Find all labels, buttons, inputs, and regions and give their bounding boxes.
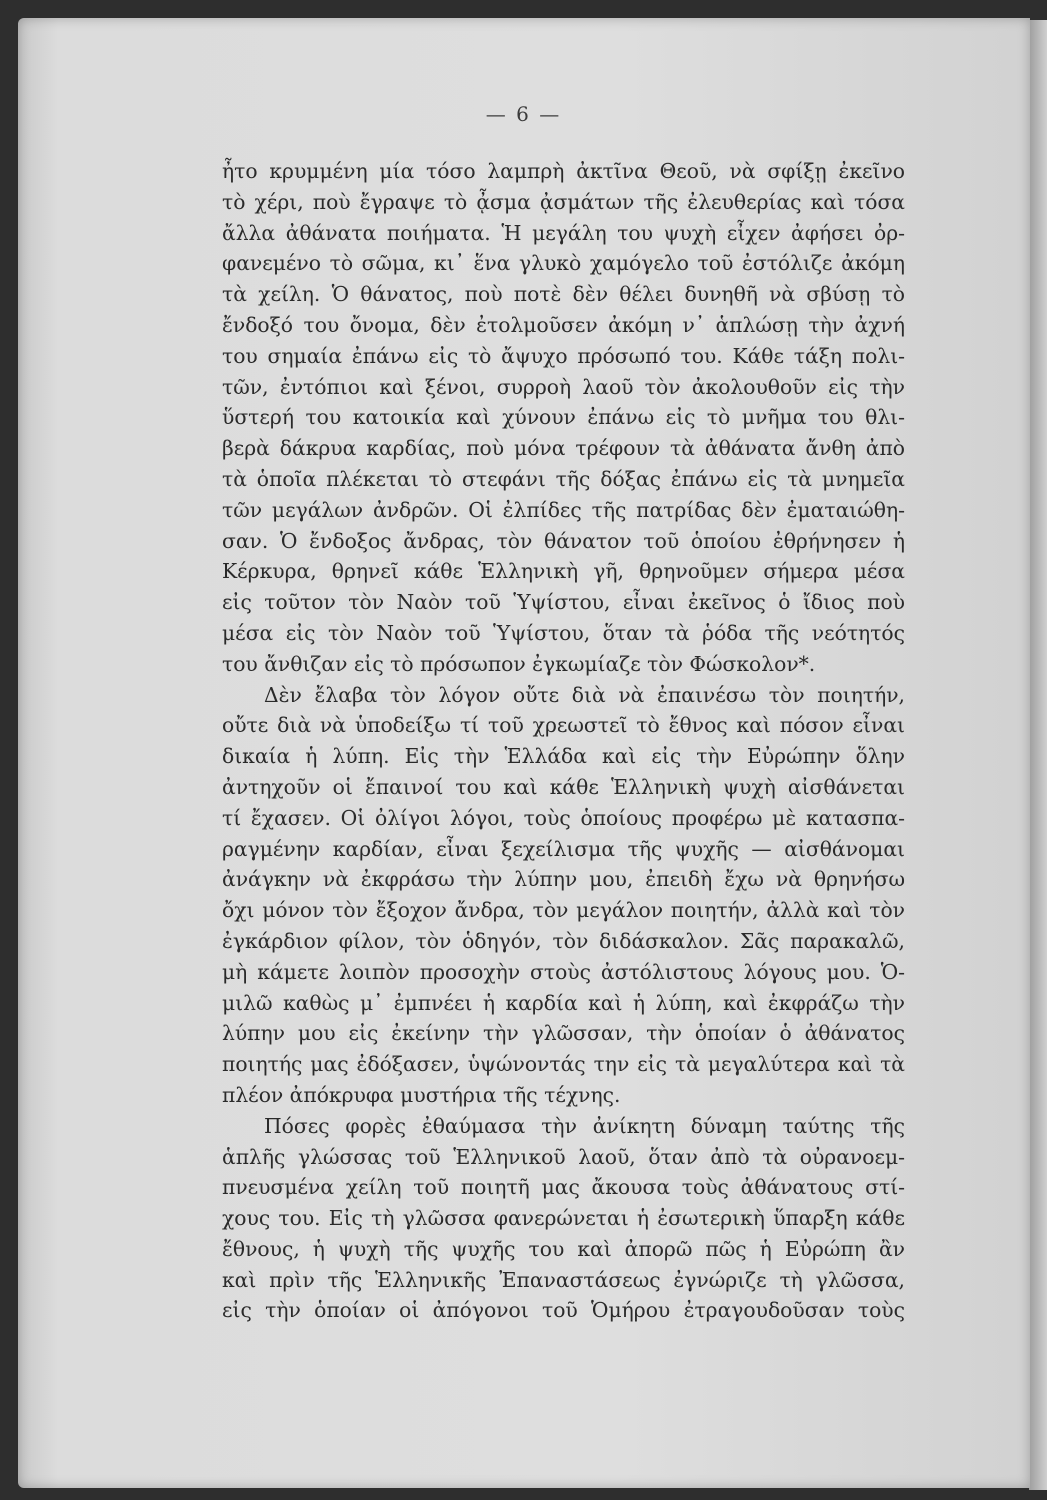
text-line: μὴ κάμετε λοιπὸν προσοχὴν στοὺς ἀστόλιστους λόγους μου. Ὁ- (222, 959, 905, 984)
text-line: ἐγκάρδιον φίλον, τὸν ὁδηγόν, τὸν διδάσκαλον. Σᾶς παρακαλῶ, (222, 928, 905, 953)
text-line: δικαία ἡ λύπη. Εἰς τὴν Ἑλλάδα καὶ εἰς τὴν Εὐρώπην ὅλην (222, 744, 905, 769)
text-line: ἔθνους, ἡ ψυχὴ τῆς ψυχῆς του καὶ ἀπορῶ πῶς ἡ Εὐρώπη ἂν (222, 1236, 905, 1261)
text-line: βερὰ δάκρυα καρδίας, ποὺ μόνα τρέφουν τὰ ἀθάνατα ἄνθη ἀπὸ (222, 436, 905, 461)
text-line: Δὲν ἔλαβα τὸν λόγον οὔτε διὰ νὰ ἐπαινέσω τὸν ποιητήν, (264, 682, 905, 707)
text-line: ἦτο κρυμμένη μία τόσο λαμπρὴ ἀκτῖνα Θεοῦ, νὰ σφίξῃ ἐκεῖνο (222, 159, 905, 183)
text-line: μέσα εἰς τὸν Ναὸν τοῦ Ὑψίστου, ὅταν τὰ ῥόδα τῆς νεότητός (222, 620, 905, 645)
text-line: καὶ πρὶν τῆς Ἑλληνικῆς Ἐπαναστάσεως ἐγνώριζε τὴ γλῶσσα, (222, 1267, 905, 1292)
text-line: ὄχι μόνον τὸν ἔξοχον ἄνδρα, τὸν μεγάλον ποιητήν, ἀλλὰ καὶ τὸν (222, 898, 905, 923)
text-line: ὕστερή του κατοικία καὶ χύνουν ἐπάνω εἰς τὸ μνῆμα του θλι- (222, 405, 905, 430)
text-line: χους του. Εἰς τὴ γλῶσσα φανερώνεται ἡ ἐσωτερικὴ ὕπαρξη κάθε (222, 1206, 905, 1231)
text-line: ἀντηχοῦν οἱ ἔπαινοί του καὶ κάθε Ἑλληνικὴ ψυχὴ αἰσθάνεται (222, 774, 905, 799)
text-line: ραγμένην καρδίαν, εἶναι ξεχείλισμα τῆς ψυχῆς — αἰσθάνομαι (222, 836, 905, 861)
text-line: του ἄνθιζαν εἰς τὸ πρόσωπον ἐγκωμίαζε τὸν Φώσκολον*. (222, 651, 816, 676)
text-line: ἔνδοξό του ὄνομα, δὲν ἐτολμοῦσεν ἀκόμη ν᾽ ἁπλώσῃ τὴν ἀχνή (222, 312, 905, 337)
text-line: εἰς τοῦτον τὸν Ναὸν τοῦ Ὑψίστου, εἶναι ἐκεῖνος ὁ ἴδιος ποὺ (222, 590, 905, 615)
text-line: πλέον ἀπόκρυφα μυστήρια τῆς τέχνης. (222, 1082, 621, 1107)
text-line: Πόσες φορὲς ἐθαύμασα τὴν ἀνίκητη δύναμη ταύτης τῆς (264, 1113, 905, 1138)
text-line: τί ἔχασεν. Οἱ ὀλίγοι λόγοι, τοὺς ὁποίους προφέρω μὲ κατασπα- (222, 805, 905, 830)
body-text (222, 156, 905, 1326)
text-line: τῶν μεγάλων ἀνδρῶν. Οἱ ἐλπίδες τῆς πατρίδας δὲν ἐματαιώθη- (222, 497, 905, 522)
text-line: ἁπλῆς γλώσσας τοῦ Ἑλληνικοῦ λαοῦ, ὅταν ἀπὸ τὰ οὐρανοεμ- (222, 1144, 905, 1169)
text-line: τὰ ὁποῖα πλέκεται τὸ στεφάνι τῆς δόξας ἐπάνω εἰς τὰ μνημεῖα (222, 466, 905, 491)
text-line: μιλῶ καθὼς μ᾽ ἐμπνέει ἡ καρδία καὶ ἡ λύπη, καὶ ἐκφράζω τὴν (222, 990, 905, 1015)
text-line: ἄλλα ἀθάνατα ποιήματα. Ἡ μεγάλη του ψυχὴ εἶχεν ἀφήσει ὀρ- (222, 220, 905, 245)
text-line: του σημαία ἐπάνω εἰς τὸ ἄψυχο πρόσωπό του. Κάθε τάξη πολι- (222, 343, 905, 368)
text-line: οὔτε διὰ νὰ ὑποδείξω τί τοῦ χρεωστεῖ τὸ ἔθνος καὶ πόσον εἶναι (222, 713, 905, 738)
text-line: εἰς τὴν ὁποίαν οἱ ἀπόγονοι τοῦ Ὁμήρου ἐτραγουδοῦσαν τοὺς (222, 1298, 905, 1323)
next-page-edge (1029, 20, 1047, 1490)
text-line: σαν. Ὁ ἔνδοξος ἄνδρας, τὸν θάνατον τοῦ ὁποίου ἐθρήνησεν ἡ (222, 528, 905, 553)
text-line: φανεμένο τὸ σῶμα, κι᾽ ἕνα γλυκὸ χαμόγελο τοῦ ἐστόλιζε ἀκόμη (222, 251, 905, 276)
text-line: τὸ χέρι, ποὺ ἔγραψε τὸ ᾆσμα ᾀσμάτων τῆς ἐλευθερίας καὶ τόσα (222, 189, 905, 214)
text-line: πνευσμένα χείλη τοῦ ποιητῆ μας ἄκουσα τοὺς ἀθάνατους στί- (222, 1175, 905, 1200)
text-line: ἀνάγκην νὰ ἐκφράσω τὴν λύπην μου, ἐπειδὴ ἔχω νὰ θρηνήσω (222, 867, 905, 892)
text-line: τὰ χείλη. Ὁ θάνατος, ποὺ ποτὲ δὲν θέλει δυνηθῆ νὰ σβύσῃ τὸ (222, 282, 905, 307)
page-number: — 6 — (485, 102, 562, 126)
text-line: λύπην μου εἰς ἐκείνην τὴν γλῶσσαν, τὴν ὁποίαν ὁ ἀθάνατος (222, 1021, 905, 1046)
text-line: τῶν, ἐντόπιοι καὶ ξένοι, συρροὴ λαοῦ τὸν ἀκολουθοῦν εἰς τὴν (222, 374, 905, 399)
text-line: ποιητής μας ἐδόξασεν, ὑψώνοντάς την εἰς τὰ μεγαλύτερα καὶ τὰ (222, 1052, 905, 1077)
text-line: Κέρκυρα, θρηνεῖ κάθε Ἑλληνικὴ γῆ, θρηνοῦμεν σήμερα μέσα (222, 559, 905, 584)
